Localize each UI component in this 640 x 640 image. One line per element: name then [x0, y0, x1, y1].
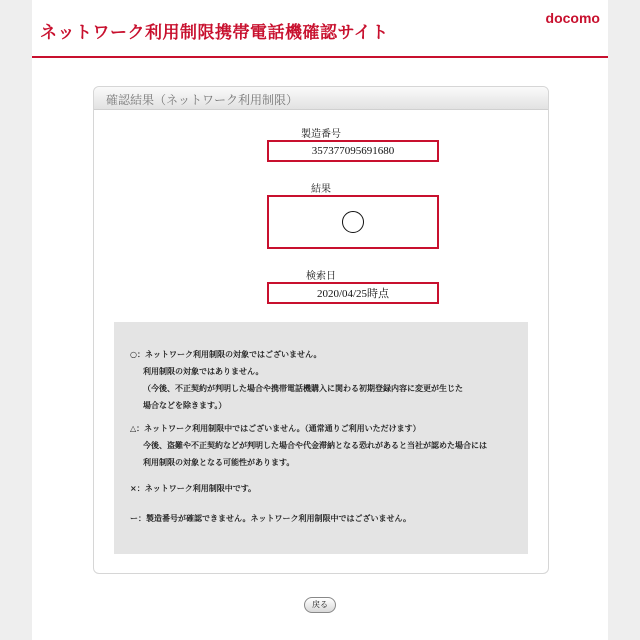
result-panel — [93, 86, 549, 574]
search-date-label: 検索日 — [306, 271, 336, 282]
legend-triangle-line1: △：ネットワーク利用制限中ではございません。（通常通りご利用いただけます） — [130, 424, 421, 433]
back-button[interactable]: 戻る — [304, 597, 336, 613]
legend-circle-line1: ○：ネットワーク利用制限の対象ではございません。 — [130, 350, 322, 359]
site-header — [32, 0, 608, 58]
legend-circle-line3: （今後、不正契約が判明した場合や携帯電話機購入に関わる初期登録内容に変更が生じた — [143, 384, 463, 393]
page-container — [32, 0, 608, 640]
legend-dash-line: ー：製造番号が確認できません。ネットワーク利用制限中ではございません。 — [130, 514, 411, 523]
legend-circle-line4: 場合などを除きます。） — [143, 401, 227, 410]
panel-header — [94, 87, 548, 110]
result-legend — [114, 322, 528, 554]
legend-cross-line: ×：ネットワーク利用制限中です。 — [130, 484, 257, 493]
legend-triangle-line3: 利用制限の対象となる可能性があります。 — [143, 458, 295, 467]
legend-circle-line2: 利用制限の対象ではありません。 — [143, 367, 264, 376]
result-field — [267, 195, 439, 249]
legend-triangle — [130, 420, 487, 471]
legend-cross — [130, 480, 256, 497]
result-label: 結果 — [311, 184, 331, 195]
legend-dash — [130, 510, 411, 527]
serial-number-value: 357377095691680 — [311, 145, 395, 157]
docomo-logo: docomo — [545, 10, 600, 26]
search-date-field — [267, 282, 439, 304]
serial-number-field — [267, 140, 439, 162]
serial-number-label: 製造番号 — [301, 129, 341, 140]
site-title: ネットワーク利用制限携帯電話機確認サイト — [40, 23, 389, 43]
legend-circle — [130, 346, 463, 414]
result-circle-icon — [342, 211, 364, 233]
legend-triangle-line2: 今後、盗難や不正契約などが判明した場合や代金滞納となる恐れがあると当社が認めた場合には — [143, 441, 487, 450]
search-date-value: 2020/04/25時点 — [316, 288, 390, 300]
panel-title: 確認結果（ネットワーク利用制限） — [106, 93, 299, 107]
